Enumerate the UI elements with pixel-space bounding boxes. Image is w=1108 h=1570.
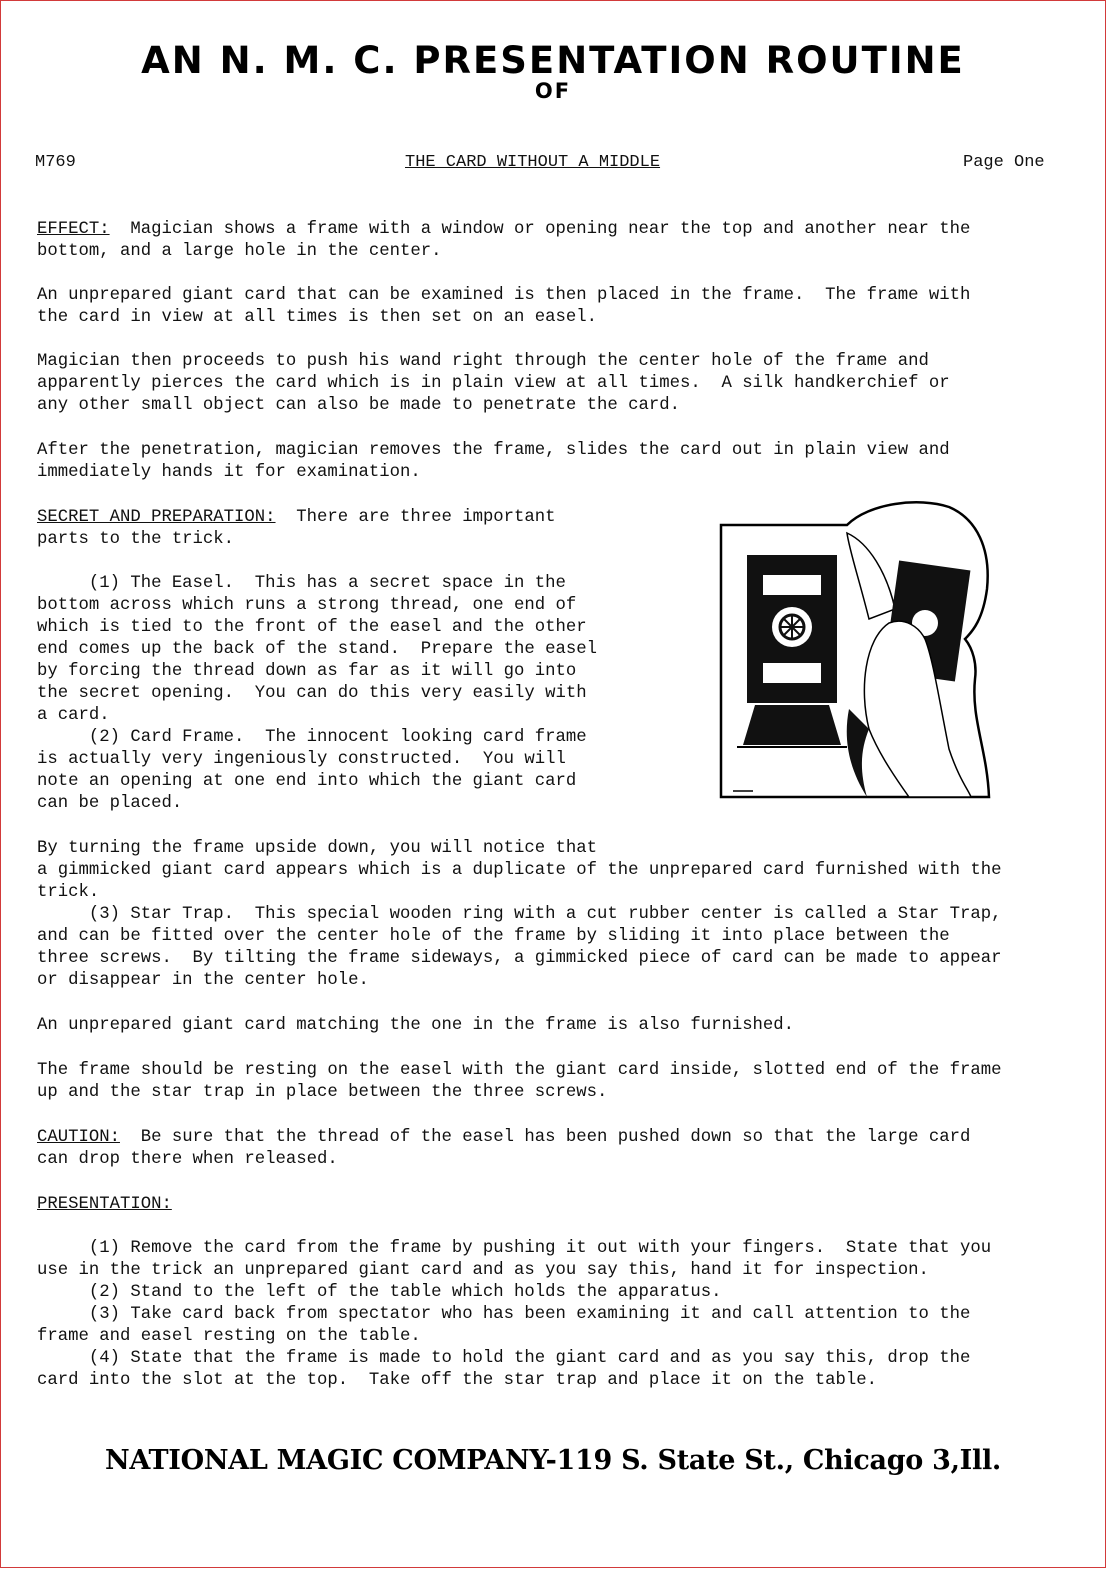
- document-subtitle: OF: [534, 79, 572, 103]
- trick-title: THE CARD WITHOUT A MIDDLE: [405, 153, 661, 172]
- caution-paragraph: [37, 1127, 970, 1149]
- effect-paragraph-4: After the penetration, magician removes the frame, slides the card out in plain view and immediately hands it for examination.: [37, 441, 950, 482]
- unprepared-card-text: An unprepared giant card matching the one in the frame is also furnished.: [37, 1016, 795, 1035]
- effect-paragraph-2: An unprepared giant card that can be examined is then placed in the frame. The frame with the card in view at all times is then set on an easel.: [37, 286, 971, 327]
- easel-base-shape: [743, 705, 841, 745]
- effect-paragraph-1: [37, 219, 970, 241]
- company-footer: NATIONAL MAGIC COMPANY-119 S. State St., Chicago 3,Ill.: [104, 1445, 1002, 1476]
- secret-label: SECRET AND PREPARATION:: [37, 508, 276, 527]
- effect-paragraph-3: Magician then proceeds to push his wand right through the center hole of the frame and apparently pierces the card which is in plain view at all times. A silk handkerchief or any other small object can also be made to penetrate the card.: [37, 352, 950, 415]
- caution-line-2: can drop there when released.: [37, 1150, 338, 1169]
- document-title: AN N. M. C. PRESENTATION ROUTINE: [141, 39, 965, 82]
- presentation-label: PRESENTATION:: [37, 1195, 172, 1214]
- easel-and-frame-text: (1) The Easel. This has a secret space in the bottom across which runs a strong thread, one end of which is tied to the front of the easel and the other end comes up the back of the stand. Prepare the easel by forcing the thread down as far as it will go into the secret opening. You can do this very easily with a card. (2) Card Frame. The innocent looking card frame is actually very ingeniously constructed. You will note an opening at one end into which the giant card can be placed.: [37, 574, 598, 813]
- effect-line-1: Magician shows a frame with a window or opening near the top and another near the: [109, 220, 971, 239]
- secret-line-1: There are three important: [275, 508, 556, 527]
- frame-bottom-window: [763, 663, 821, 683]
- caution-label: CAUTION:: [37, 1128, 120, 1147]
- secret-line-2: parts to the trick.: [37, 530, 235, 549]
- frame-top-window: [763, 575, 821, 595]
- product-code: M769: [35, 153, 76, 172]
- effect-label: EFFECT:: [37, 220, 110, 239]
- secret-paragraph-1: [37, 507, 556, 529]
- easel-frame-illustration: [719, 499, 991, 799]
- effect-line-2: bottom, and a large hole in the center.: [37, 242, 442, 261]
- frame-resting-text: The frame should be resting on the easel with the giant card inside, slotted end of the frame up and the star trap in place between the three screws.: [37, 1061, 1002, 1102]
- page-number: Page One: [963, 153, 1045, 172]
- caution-line-1: Be sure that the thread of the easel has been pushed down so that the large card: [119, 1128, 971, 1147]
- presentation-steps: (1) Remove the card from the frame by pushing it out with your fingers. State that you use in the trick an unprepared giant card and as you say this, hand it for inspection. (2) Stand to the left of the table which holds the apparatus. (3) Take card back from spectator who has been examining it and call attention to the frame and easel resting on the table. (4) State that the frame is made to hold the giant card and as you say this, drop the card into the slot at the top. Take off the star trap and place it on the table.: [37, 1239, 992, 1390]
- turning-and-star-trap-text: By turning the frame upside down, you will notice that a gimmicked giant card appears which is a duplicate of the unprepared card furnished with the trick. (3) Star Trap. This special wooden ring with a cut rubber center is called a Star Trap, and can be fitted over the center hole of the frame by sliding it into place between the three screws. By tilting the frame sideways, a gimmicked piece of card can be made to appear or disappear in the center hole.: [37, 839, 1002, 990]
